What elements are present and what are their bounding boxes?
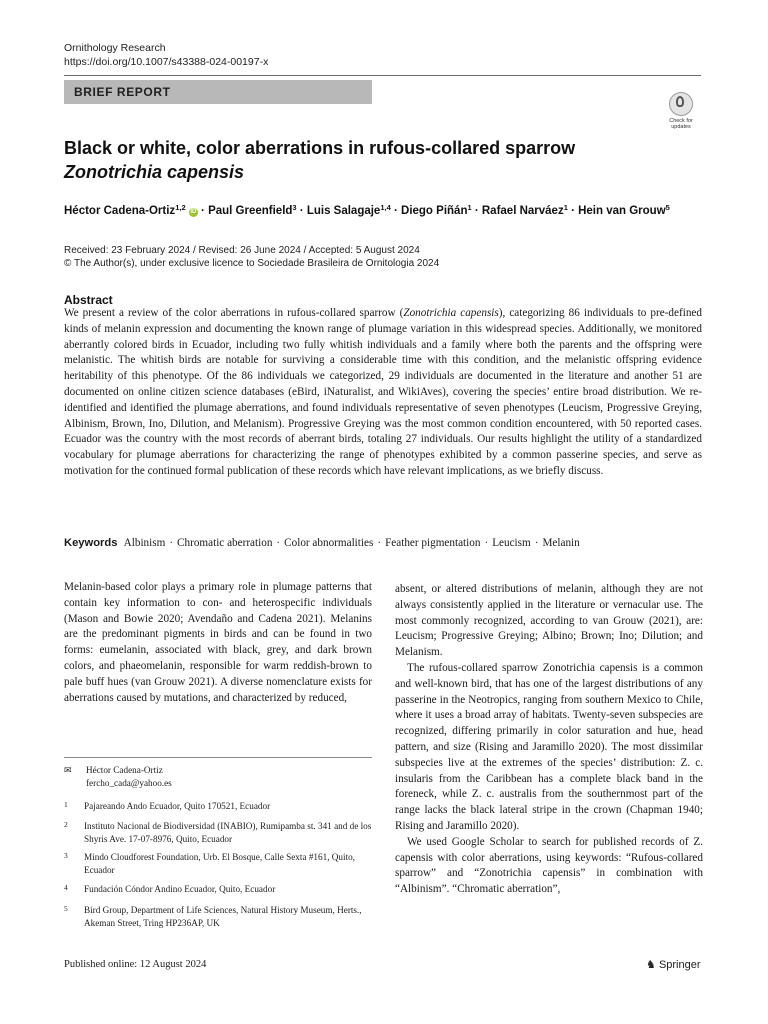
author-list: Héctor Cadena-Ortiz$^{1,2}$ iD · Paul Greenfield$^3$ · Luis Salagaje$^{1,4}$ · Diego Piñán$^1$ · Rafael Narváez$^1$ · Hein van Grouw$^5$ bbox=[64, 203, 670, 217]
author-affil: 1 bbox=[563, 203, 568, 212]
envelope-icon: ✉ bbox=[64, 765, 72, 775]
affiliation-footnote bbox=[64, 820, 372, 845]
check-updates-label: Check for updates bbox=[669, 118, 693, 130]
abstract-body bbox=[64, 306, 702, 480]
corresponding-author: Héctor Cadena-Ortiz bbox=[86, 765, 163, 775]
keyword-separator: · bbox=[534, 537, 539, 549]
keyword-separator: · bbox=[276, 537, 281, 549]
affiliation-text: Instituto Nacional de Biodiversidad (INABIO), Rumipamba st. 341 and de los Shyris Ave. 17-07-8976, Quito, Ecuador bbox=[84, 821, 372, 844]
abstract-heading: Abstract bbox=[64, 293, 113, 307]
publisher-name: Springer bbox=[658, 959, 701, 971]
body-paragraph: The rufous-collared sparrow Zonotrichia capensis is a common and well-known bird, that has one of the largest distributions of any passerine in the Neotropics, ranging from southern Mexico to Chile, where it uses a broad array of habitats. Twenty-seven subspecies are recognized, differing primarily in color saturation and hue, head pattern, and size (Rising and Jaramillo 2020). The most dissimilar subspecies live at the extremes of the species’ distribution: Z. c. insularis from the Caribbean has a complete black band in the foreneck, while Z. c. australis from the southernmost part of the range lacks the black lateral stripe in the crown (Chapman 1940; Rising and Jaramillo 2020). bbox=[395, 661, 703, 832]
author-name[interactable]: Paul Greenfield bbox=[208, 205, 293, 217]
affiliation-footnote bbox=[64, 851, 372, 876]
affiliation-text: Pajareando Ando Ecuador, Quito 170521, Ecuador bbox=[84, 801, 271, 811]
correspondence-block bbox=[64, 764, 372, 789]
title-species: Zonotrichia capensis bbox=[64, 162, 245, 182]
keywords bbox=[64, 536, 702, 551]
header-rule bbox=[64, 75, 701, 76]
keyword: Color abnormalities bbox=[284, 537, 374, 549]
abstract-text: We present a review of the color aberrations in rufous-collared sparrow ( bbox=[64, 307, 404, 319]
keyword: Albinism bbox=[123, 537, 166, 549]
doi-link[interactable]: https://doi.org/10.1007/s43388-024-00197-x bbox=[64, 55, 269, 68]
affiliation-footnote bbox=[64, 800, 372, 813]
article-title bbox=[64, 136, 684, 184]
footnote-rule bbox=[64, 757, 372, 758]
affiliation-number: 5 bbox=[64, 904, 68, 913]
keyword: Leucism bbox=[492, 537, 531, 549]
author-affil: 3 bbox=[292, 203, 297, 212]
check-updates-icon bbox=[669, 92, 693, 116]
article-history bbox=[64, 244, 439, 270]
body-paragraph: absent, or altered distributions of melanin, although they are not always consistently applied in the literature or vernacular use. The most commonly recognized, according to van Grouw (2021), are: Leucism; Progressive Greying; Albino; Brown; Ino; Dilution; and Melanism. bbox=[395, 583, 703, 659]
corresponding-email[interactable]: fercho_cada@yahoo.es bbox=[86, 777, 172, 788]
author-name[interactable]: Rafael Narváez bbox=[481, 205, 564, 217]
journal-name: Ornithology Research bbox=[64, 42, 166, 54]
affiliation-footnote bbox=[64, 904, 372, 929]
body-paragraph: Melanin-based color plays a primary role in plumage patterns that contain key information to con- and heterospecific individuals (Mason and Bowie 2020; Avendaño and Cadena 2021). Melanins are the predominant pigments in birds and can be found in two forms: eumelanin, associated with black, grey, and dark brown colors, and phaeomelanin, responsible for warm reddish-brown to pale buff hues (van Grouw 2021). A diverse nomenclature exists for aberrations caused by mutations, and characterized by reduced, bbox=[64, 581, 372, 704]
affiliation-footnote bbox=[64, 883, 372, 896]
abstract-text: ), categorizing 86 individuals to pre-defined kinds of melanin expression and documenting the known range of plumage variation in this widespread species. Additionally, we monitored aberrantly colored birds in Ecuador, including two fully whitish individuals and a family where both the parents and the offspring were melanistic. The whitish birds are notable for surviving a considerable time with this condition, and the melanistic offspring evidence heritability of this phenotype. Of the 86 individuals we categorized, 29 individuals are documented in the literature and another 51 are documented on online citizen science databases (eBird, iNaturalist, and WikiAves), covering the species’ entire broad distribution. We re-identified and identified the plumage aberrations, and found individuals representative of seven phenotypes (Leucism, Progressive Greying, Albinism, Brown, Ino, Dilution, and Melanism). Progressive Greying was the most common condition encountered, with 50 reported cases. Ecuador was the country with the most records of aberrant birds, totaling 27 individuals. Our results highlight the utility of a standardized vocabulary for plumage aberrations for characterizing the range of phenotypes exhibited by a common passerine species, and serve as motivation for the continued formal publication of these records which have relevant implications, as we briefly discuss. bbox=[64, 307, 702, 477]
history-dates: Received: 23 February 2024 / Revised: 26 June 2024 / Accepted: 5 August 2024 bbox=[64, 245, 420, 256]
keyword-separator: · bbox=[484, 537, 489, 549]
author-affil: 1 bbox=[467, 203, 472, 212]
author-name[interactable]: Diego Piñán bbox=[401, 205, 468, 217]
body-column-left bbox=[64, 580, 372, 706]
body-paragraph: We used Google Scholar to search for published records of Z. capensis with color aberrations, using keywords: “Rufous-collared sparrow” and “Zonotrichia capensis” in combination with “Albinism”. “Chromatic aberration”, bbox=[395, 835, 703, 896]
published-date: Published online: 12 August 2024 bbox=[64, 959, 207, 970]
keyword: Feather pigmentation bbox=[385, 537, 481, 549]
article-type-bar: BRIEF REPORT bbox=[64, 80, 372, 104]
affiliation-number: 2 bbox=[64, 820, 68, 829]
affiliation-text: Mindo Cloudforest Foundation, Urb. El Bosque, Calle Sexta #161, Quito, Ecuador bbox=[84, 852, 356, 875]
author-affil: 1,4 bbox=[380, 203, 391, 212]
orcid-icon[interactable]: iD bbox=[190, 209, 197, 215]
copyright-line: © The Author(s), under exclusive licence to Sociedade Brasileira de Ornitologia 2024 bbox=[64, 258, 440, 269]
check-for-updates-badge[interactable] bbox=[664, 92, 698, 132]
author-affil: 5 bbox=[665, 203, 670, 212]
keyword-separator: · bbox=[169, 537, 174, 549]
keyword: Melanin bbox=[542, 537, 580, 549]
author-name[interactable]: Hein van Grouw bbox=[578, 205, 666, 217]
publisher-logo[interactable] bbox=[646, 958, 701, 971]
author-affil: 1,2 bbox=[175, 203, 186, 212]
keyword-separator: · bbox=[377, 537, 382, 549]
springer-horse-icon: ♞ bbox=[646, 959, 656, 971]
keyword: Chromatic aberration bbox=[177, 537, 273, 549]
keywords-label: Keywords bbox=[64, 537, 118, 549]
affiliation-text: Fundación Cóndor Andino Ecuador, Quito, Ecuador bbox=[84, 884, 276, 894]
author-name[interactable]: Luis Salagaje bbox=[306, 205, 381, 217]
author-name[interactable]: Héctor Cadena-Ortiz bbox=[64, 205, 176, 217]
journal-header bbox=[64, 42, 268, 69]
abstract-species: Zonotrichia capensis bbox=[403, 307, 499, 319]
body-column-right bbox=[395, 582, 703, 898]
affiliation-number: 4 bbox=[64, 883, 68, 892]
affiliation-text: Bird Group, Department of Life Sciences, Natural History Museum, Herts., Akeman Street, Tring HP236AP, UK bbox=[84, 905, 362, 928]
affiliation-number: 1 bbox=[64, 800, 68, 809]
title-line-1: Black or white, color aberrations in rufous-collared sparrow bbox=[64, 138, 576, 158]
affiliation-number: 3 bbox=[64, 851, 68, 860]
